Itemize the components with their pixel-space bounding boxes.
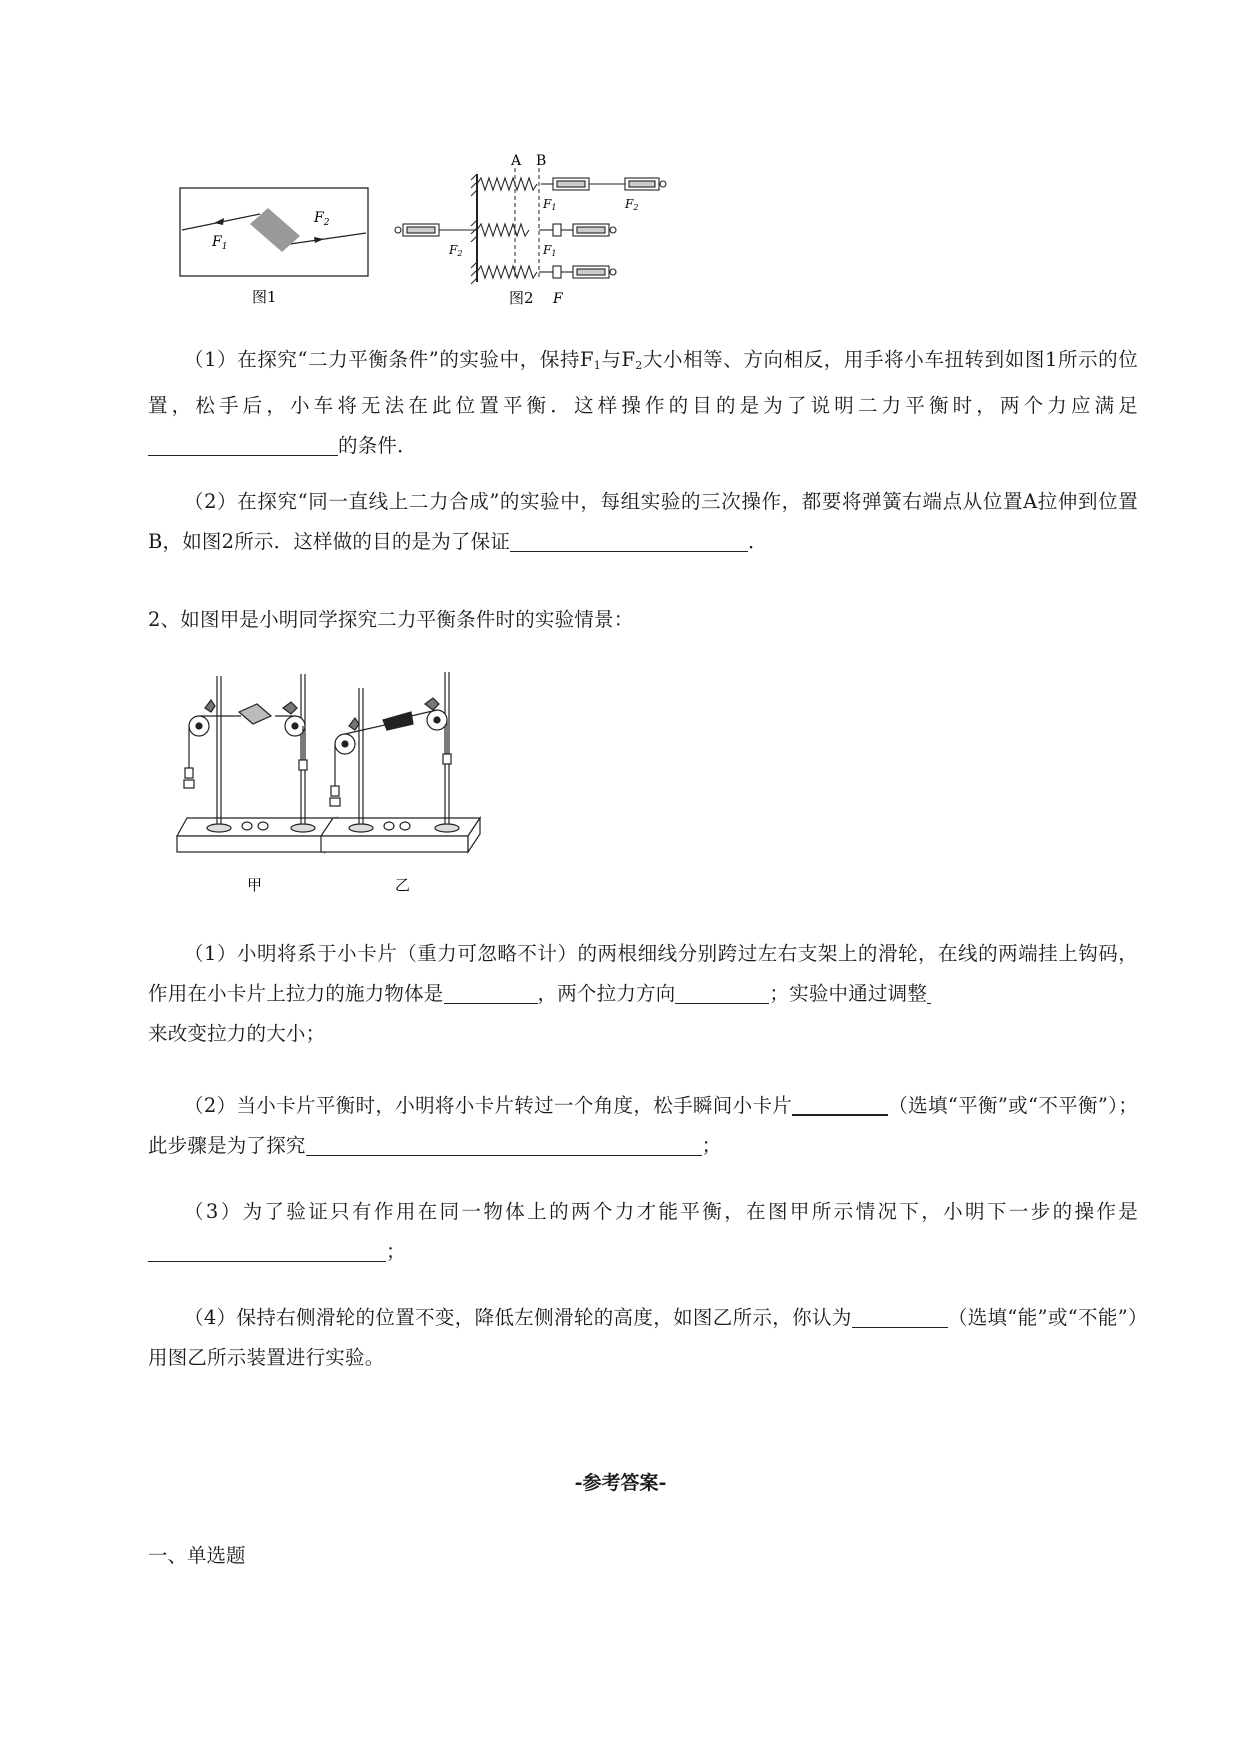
figure-2-row2-label-f1: F1 xyxy=(543,243,557,258)
figure-2-row1-label-f1: F1 xyxy=(543,197,557,212)
figure-1-caption: 图1 xyxy=(252,288,277,306)
figure-3 xyxy=(175,668,525,908)
figure-2-springs xyxy=(477,178,537,278)
q1-part1: （1）在探究“二力平衡条件”的实验中，保持$F_1$与$F_2$大小相等、方向相反，用手将小车扭转到如图1所示的位置，松手后，小车将无法在此位置平衡．这样操作的目的是为了说明二力平衡时，两个力应满足的条件． xyxy=(148,348,1138,457)
answers-section-heading: 一、单选题 xyxy=(148,1544,246,1567)
q1-part2-blank[interactable] xyxy=(510,529,748,552)
q2-part1-blank-3[interactable] xyxy=(927,981,931,1004)
figure-2-row2-label-f2: F2 xyxy=(449,243,463,258)
figure-2-label-b: B xyxy=(536,153,547,169)
q2-part2-blank-2[interactable] xyxy=(306,1133,702,1156)
q2-part1-blank-2[interactable] xyxy=(675,981,769,1004)
figure-3-apparatus-left xyxy=(177,674,337,852)
figure-1-label-f1: $F_1$ xyxy=(212,234,228,252)
q2-part4-blank[interactable] xyxy=(852,1305,948,1328)
q2-part2-blank-1[interactable] xyxy=(792,1092,888,1116)
figure-2-row1-scales xyxy=(541,178,666,190)
q2-part1: （1）小明将系于小卡片（重力可忽略不计）的两根细线分别跨过左右支架上的滑轮，在线的两端挂上钩码，作用在小卡片上拉力的施力物体是 ，两个拉力方向 ；实验中通过调整 来改变拉力的大小； xyxy=(148,942,1138,1045)
figure-2-label-f: F xyxy=(553,291,563,307)
q2-part1-blank-1[interactable] xyxy=(444,981,538,1004)
q2-intro: 2、如图甲是小明同学探究二力平衡条件时的实验情景： xyxy=(148,608,634,631)
figure-1-arrowhead-right xyxy=(314,237,324,243)
figure-2-caption: 图2 xyxy=(509,289,534,307)
figure-3-caption-left: 甲 xyxy=(247,876,263,894)
figure-1-arrowhead-left xyxy=(214,218,224,225)
q1-part1-blank[interactable] xyxy=(148,433,338,456)
q2-part3-blank[interactable] xyxy=(148,1239,386,1262)
q1-part2: （2）在探究“同一直线上二力合成”的实验中，每组实验的三次操作，都要将弹簧右端点从位置A拉伸到位置B，如图2所示．这样做的目的是为了保证 ． xyxy=(148,490,1138,553)
figure-2-row1-label-f2: F2 xyxy=(625,197,639,212)
figure-1-force-line-right xyxy=(290,233,366,244)
q2-part3: （3）为了验证只有作用在同一物体上的两个力才能平衡，在图甲所示情况下，小明下一步的操作是； xyxy=(148,1192,1138,1272)
figure-2-row3-scales xyxy=(539,266,616,278)
figure-2 xyxy=(393,150,708,310)
figure-3-apparatus-right xyxy=(321,672,480,852)
figure-1-label-f2: $F_2$ xyxy=(314,210,330,228)
figure-1 xyxy=(178,186,373,310)
figure-2-label-a: A xyxy=(511,153,522,169)
answers-title: -参考答案- xyxy=(574,1472,667,1494)
q2-part4: （4）保持右侧滑轮的位置不变，降低左侧滑轮的高度，如图乙所示，你认为 （选填“能”或“不能”）用图乙所示装置进行实验。 xyxy=(148,1306,1138,1369)
q2-part2: （2）当小卡片平衡时，小明将小卡片转过一个角度，松手瞬间小卡片 （选填“平衡”或“不平衡”）；此步骤是为了探究 ； xyxy=(148,1094,1138,1157)
figure-3-caption-right: 乙 xyxy=(395,876,411,894)
